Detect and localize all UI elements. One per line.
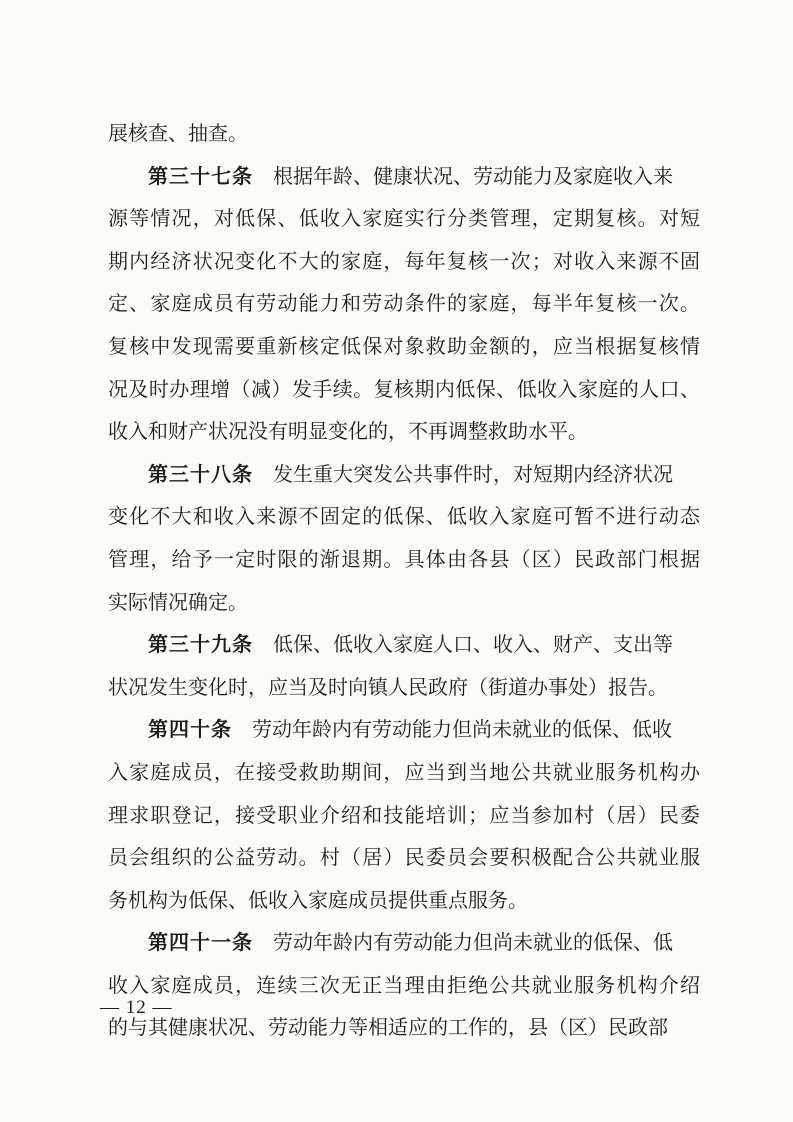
page-number: — 12 — bbox=[100, 997, 173, 1018]
article-heading-line bbox=[108, 921, 700, 964]
line-text: 理求职登记，接受职业介绍和技能培训；应当参加村（居）民委 bbox=[108, 802, 700, 827]
text-line bbox=[108, 879, 700, 922]
text-line bbox=[108, 794, 700, 837]
article-number: 第四十一条 bbox=[148, 930, 253, 955]
article-number: 第四十条 bbox=[148, 717, 232, 742]
text-line bbox=[108, 538, 700, 581]
text-line bbox=[108, 325, 700, 368]
article-number: 第三十九条 bbox=[148, 632, 253, 657]
line-text: 源等情况，对低保、低收入家庭实行分类管理，定期复核。对短 bbox=[108, 206, 700, 231]
text-line bbox=[108, 240, 700, 283]
line-text: 复核中发现需要重新核定低保对象救助金额的，应当根据复核情 bbox=[108, 333, 700, 358]
line-text: 状况发生变化时，应当及时向镇人民政府（街道办事处）报告。 bbox=[108, 674, 668, 699]
line-text: 收入家庭成员，连续三次无正当理由拒绝公共就业服务机构介绍 bbox=[108, 972, 700, 997]
line-text: 的与其健康状况、劳动能力等相适应的工作的，县（区）民政部 bbox=[108, 1015, 668, 1040]
text-line bbox=[108, 581, 700, 624]
line-text: 入家庭成员，在接受救助期间，应当到当地公共就业服务机构办 bbox=[108, 759, 700, 784]
article-heading-line bbox=[108, 708, 700, 751]
article-number: 第三十七条 bbox=[148, 163, 253, 188]
text-line bbox=[108, 368, 700, 411]
line-text: 务机构为低保、低收入家庭成员提供重点服务。 bbox=[108, 887, 528, 912]
text-line bbox=[108, 836, 700, 879]
text-line bbox=[108, 495, 700, 538]
line-text: 发生重大突发公共事件时，对短期内经济状况 bbox=[273, 461, 673, 486]
line-text: 展核查、抽查。 bbox=[108, 121, 248, 145]
line-text: 根据年龄、健康状况、劳动能力及家庭收入来 bbox=[273, 163, 673, 188]
article-number: 第三十八条 bbox=[148, 461, 253, 486]
text-line bbox=[108, 410, 700, 453]
article-heading-line bbox=[108, 453, 700, 496]
text-line bbox=[108, 964, 700, 1007]
line-text: 期内经济状况变化不大的家庭，每年复核一次；对收入来源不固 bbox=[108, 248, 700, 273]
line-text: 况及时办理增（减）发手续。复核期内低保、低收入家庭的人口、 bbox=[108, 376, 700, 401]
line-text: 员会组织的公益劳动。村（居）民委员会要积极配合公共就业服 bbox=[108, 845, 700, 870]
line-text: 定、家庭成员有劳动能力和劳动条件的家庭，每半年复核一次。 bbox=[108, 291, 700, 316]
text-line bbox=[108, 112, 700, 155]
line-text: 低保、低收入家庭人口、收入、财产、支出等 bbox=[273, 632, 673, 657]
article-heading-line bbox=[108, 623, 700, 666]
line-text: 变化不大和收入来源不固定的低保、低收入家庭可暂不进行动态 bbox=[108, 504, 700, 529]
article-heading-line bbox=[108, 155, 700, 198]
line-text: 收入和财产状况没有明显变化的，不再调整救助水平。 bbox=[108, 419, 588, 444]
text-line bbox=[108, 751, 700, 794]
text-line bbox=[108, 1006, 700, 1049]
text-line bbox=[108, 666, 700, 709]
text-line bbox=[108, 282, 700, 325]
line-text: 劳动年龄内有劳动能力但尚未就业的低保、低 bbox=[273, 930, 673, 955]
body-text bbox=[108, 112, 700, 1049]
line-text: 管理，给予一定时限的渐退期。具体由各县（区）民政部门根据 bbox=[108, 546, 700, 571]
text-line bbox=[108, 197, 700, 240]
line-text: 实际情况确定。 bbox=[108, 589, 248, 614]
line-text: 劳动年龄内有劳动能力但尚未就业的低保、低收 bbox=[252, 717, 672, 742]
